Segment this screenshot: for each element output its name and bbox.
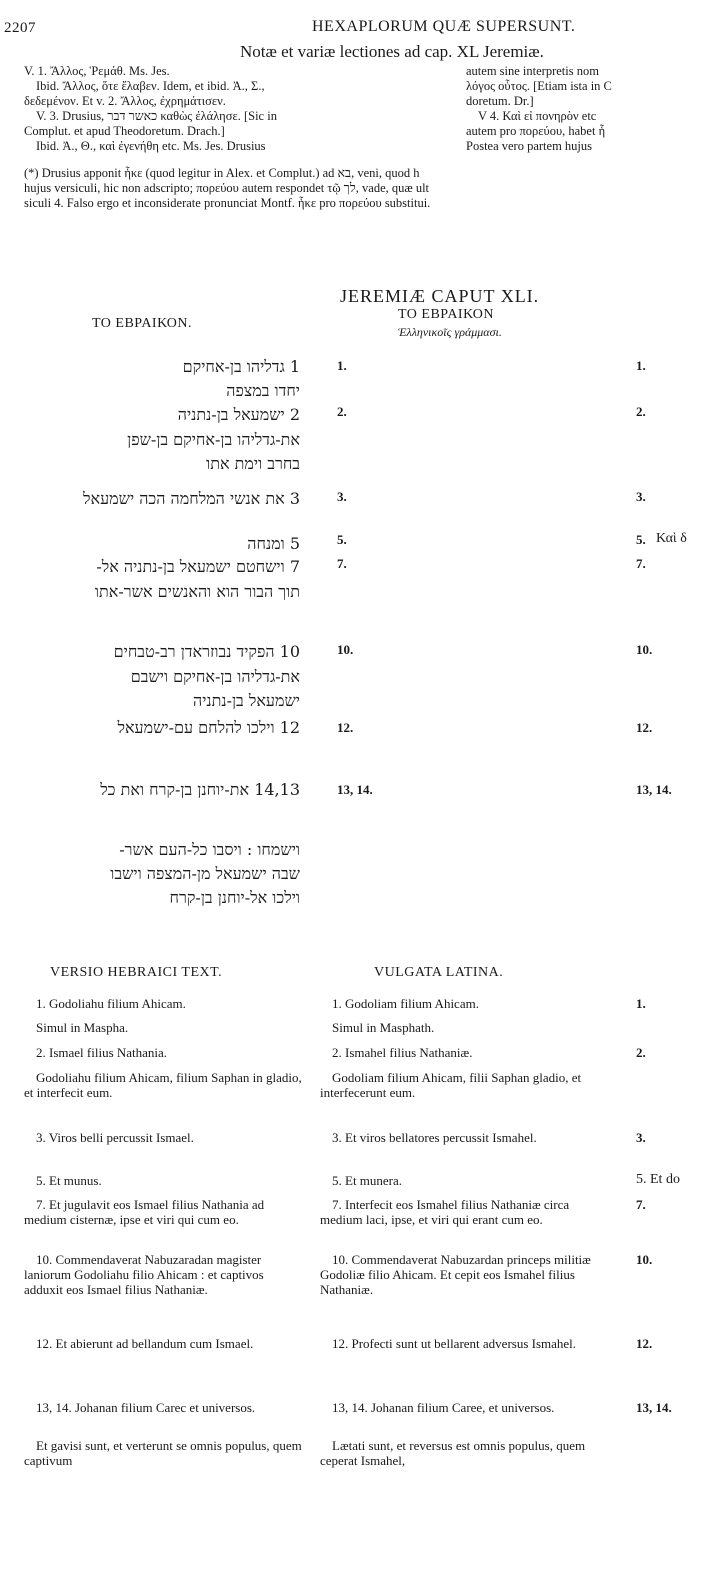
note-line: V. 3. Drusius, כאשר דבר καθὼς ἐλάλησε. [Sic in (36, 109, 277, 123)
verse-number: 12. (636, 720, 653, 735)
verse-number: 13, 14. (636, 1400, 672, 1415)
note-line: Ibid. Ἀ., Θ., καὶ ἐγενήθη etc. Ms. Jes. Drusius (36, 139, 266, 153)
verse-number: 13, 14. (636, 782, 672, 797)
verse-number: 3. (636, 1130, 646, 1145)
versio-head: VERSIO HEBRAICI TEXT. (50, 965, 223, 980)
vulgata-para: 2. Ismahel filius Nathaniæ. (332, 1045, 473, 1060)
versio-para: 2. Ismael filius Nathania. (36, 1045, 168, 1060)
vulgata-para: Lætati sunt, et reversus est omnis populus, quem ceperat Ismahel, (320, 1438, 586, 1468)
versio-para: 3. Viros belli percussit Ismael. (36, 1130, 194, 1145)
greek-fragment: Καὶ δ (656, 531, 687, 546)
note-line: Ibid. Ἄλλος, ὅτε ἔλαβεν. Idem, et ibid. Ἀ., Σ., (36, 79, 265, 93)
versio-para: 7. Et jugulavit eos Ismael filius Nathania ad medium cisternæ, ipse et viri qui cum eo. (24, 1197, 265, 1227)
page-number: 2207 (4, 20, 36, 36)
running-title: HEXAPLORUM QUÆ SUPERSUNT. (312, 18, 576, 35)
verse-number: 5. (636, 532, 646, 547)
verse-number: 10. (636, 1252, 653, 1267)
verse-number: 5. Et do (636, 1172, 680, 1187)
vulgata-para: Simul in Masphath. (332, 1020, 435, 1035)
verse-number: 1. (636, 358, 646, 373)
vulgata-para: Godoliam filium Ahicam, filii Saphan gladio, et interfecerunt eum. (320, 1070, 582, 1100)
verse-number: 2. (337, 404, 347, 419)
hebrew-line: ישמעאל בן-נתניה (193, 691, 300, 710)
hebrew-line: 5 ומנחה (247, 534, 300, 553)
note-line: Postea vero partem hujus (466, 139, 593, 153)
chapter-title: JEREMIÆ CAPUT XLI. (340, 286, 540, 306)
versio-para: 1. Godoliahu filium Ahicam. (36, 996, 186, 1011)
note-line: doretum. Dr.] (466, 94, 534, 108)
versio-para: 12. Et abierunt ad bellandum cum Ismael. (36, 1336, 254, 1351)
verse-number: 5. (337, 532, 347, 547)
footnote-line: siculi 4. Falso ergo et inconsiderate pronunciat Montf. ἧκε pro πορεύου substitui. (24, 196, 431, 210)
note-line: V 4. Καὶ εἰ πονηρὸν etc (478, 109, 597, 123)
verse-number: 7. (636, 556, 646, 571)
hebrew-line: את-גדליהו בן-אחיקם בן-שפן (127, 430, 300, 449)
vulgata-para: 7. Interfecit eos Ismahel filius Nathaniæ circa medium laci, ipse, et viri qui erant cum eo. (320, 1197, 570, 1227)
hebrew-line: 3 את אנשי המלחמה הכה ישמעאל (82, 489, 300, 508)
footnote-line: hujus versiculi, hic non adscripto; πορεύου autem respondet τῷ לך, vade, quæ ult (24, 181, 430, 195)
versio-para: Et gavisi sunt, et verterunt se omnis populus, quem captivum (24, 1438, 302, 1468)
verse-number: 12. (337, 720, 354, 735)
hebrew-line: 12 וילכו להלחם עם-ישמעאל (117, 718, 300, 737)
verse-number: 2. (636, 1045, 646, 1060)
versio-para: 13, 14. Johanan filium Carec et universos. (36, 1400, 256, 1415)
vulgata-para: 5. Et munera. (332, 1173, 403, 1188)
hebrew-line: 10 הפקיד נבוזראדן רב-טבחים (113, 642, 300, 661)
note-line: V. 1. Ἄλλος, Ῥεμάθ. Ms. Jes. (24, 64, 170, 78)
hebrew-line: וילכו אל-יוחנן בן-קרח (169, 888, 300, 907)
verse-number: 7. (337, 556, 347, 571)
verse-number: 3. (337, 489, 347, 504)
verse-number: 13, 14. (337, 782, 373, 797)
hebrew-line: את-גדליהו בן-אחיקם וישבם (130, 667, 300, 686)
verse-number: 10. (337, 642, 354, 657)
vulgata-para: 12. Profecti sunt ut bellarent adversus Ismahel. (332, 1336, 577, 1351)
verse-number: 2. (636, 404, 646, 419)
note-line: autem pro πορεύου, habet ἧ (466, 124, 606, 138)
greek-letters-column-head: ΤΟ ΕΒΡΑΙΚΟΝ (398, 307, 494, 322)
notes-subtitle: Notæ et variæ lectiones ad cap. XL Jeremiæ. (240, 42, 544, 61)
hebrew-line: שבה ישמעאל מן-המצפה וישבו (110, 864, 300, 883)
note-line: autem sine interpretis nom (466, 64, 599, 78)
hebrew-column-head: ΤΟ ΕΒΡΑΙΚΟΝ. (92, 316, 192, 331)
vulgata-head: VULGATA LATINA. (374, 965, 504, 980)
versio-para: 10. Commendaverat Nabuzaradan magister laniorum Godoliahu filio Ahicam : et captivos adduxit eos Ismael filius Nathaniæ. (24, 1252, 264, 1297)
verse-number: 1. (337, 358, 347, 373)
note-line: Complut. et apud Theodoretum. Drach.] (24, 124, 225, 138)
verse-number: 3. (636, 489, 646, 504)
verse-number: 7. (636, 1197, 646, 1212)
vulgata-para: 13, 14. Johanan filium Caree, et universos. (332, 1400, 555, 1415)
vulgata-para: 1. Godoliam filium Ahicam. (332, 996, 479, 1011)
hebrew-line: וישמחו : ויסבו כל-העם אשר- (119, 840, 300, 859)
versio-para: Godoliahu filium Ahicam, filium Saphan in gladio, et interfecit eum. (24, 1070, 302, 1100)
footnote-line: (*) Drusius apponit ἧκε (quod legitur in Alex. et Complut.) ad בא, veni, quod h (24, 166, 420, 180)
verse-number: 1. (636, 996, 646, 1011)
hebrew-line: 14,13 את-יוחנן בן-קרח ואת כל (100, 780, 300, 799)
hebrew-line: בחרב וימת אתו (206, 454, 300, 473)
vulgata-para: 3. Et viros bellatores percussit Ismahel. (332, 1130, 537, 1145)
vulgata-para: 10. Commendaverat Nabuzardan princeps militiæ Godoliæ filio Ahicam. Et cepit eos Ismahel filius Nathaniæ. (320, 1252, 591, 1297)
verse-number: 12. (636, 1336, 653, 1351)
verse-number: 10. (636, 642, 653, 657)
hebrew-line: תוך הבור הוא והאנשים אשר-אתו (94, 582, 300, 601)
note-line: λόγος οὗτος. [Etiam ista in C (466, 79, 612, 93)
hebrew-line: 2 ישמעאל בן-נתניה (177, 405, 300, 424)
greek-letters-column-sub: Ἑλληνικοῖς γράμμασι. (398, 325, 502, 339)
note-line: δεδεμένον. Et v. 2. Ἄλλος, ἐχρημάτισεν. (24, 94, 226, 108)
hebrew-line: יחדו במצפה (226, 381, 300, 400)
hebrew-line: 7 וישחטם ישמעאל בן-נתניה אל- (96, 557, 300, 576)
hebrew-line: 1 גדליהו בן-אחיקם (182, 357, 300, 376)
versio-para: 5. Et munus. (36, 1173, 102, 1188)
versio-para: Simul in Maspha. (36, 1020, 129, 1035)
